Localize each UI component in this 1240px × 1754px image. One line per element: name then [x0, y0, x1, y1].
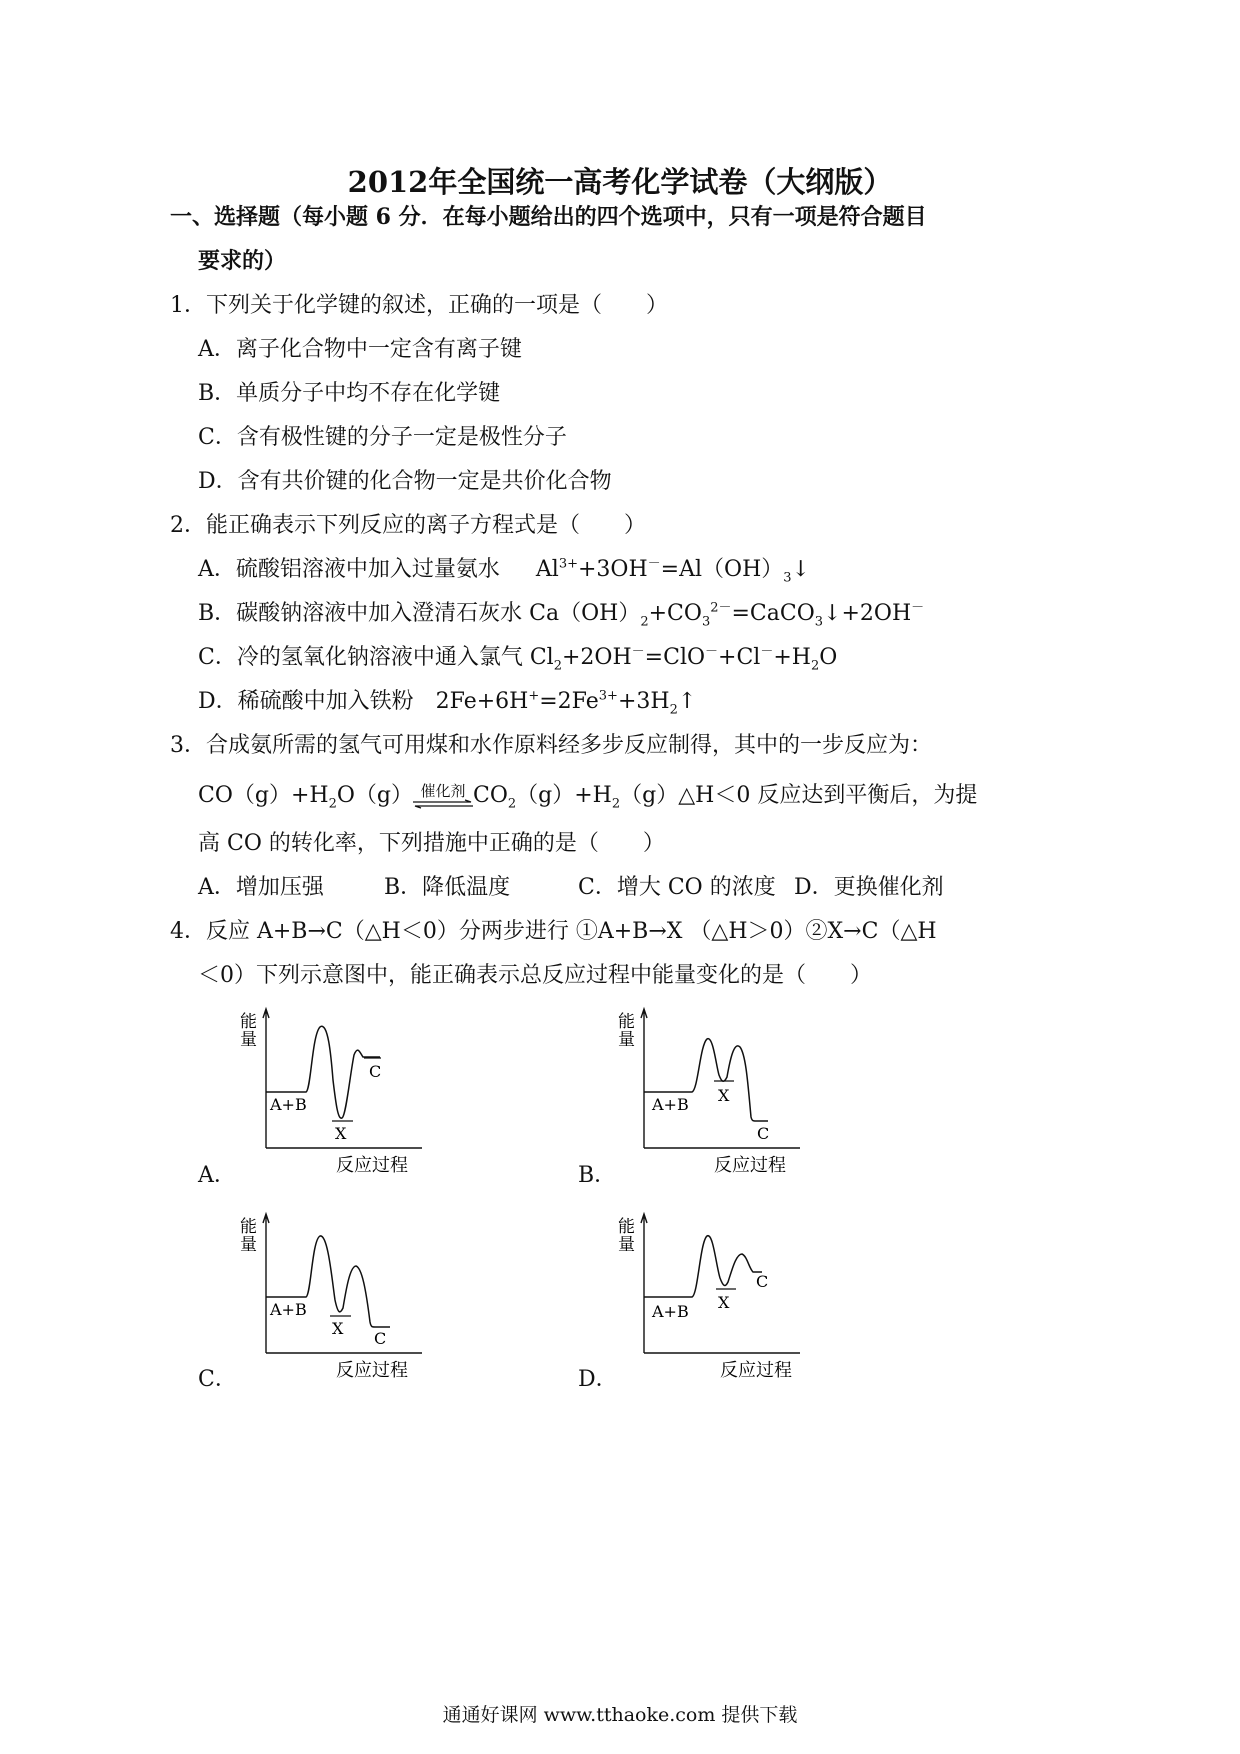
x-label: 反应过程 [720, 1360, 792, 1381]
energy-diagram-c [232, 1210, 492, 1381]
diagram-c-option-label: C． [198, 1367, 237, 1392]
question-3-stem: 3．合成氨所需的氢气可用煤和水作原料经多步反应制得，其中的一步反应为： [170, 733, 932, 758]
footer: 通通好课网 www.tthaoke.com 提供下载 [442, 1704, 798, 1726]
option-b-equation: $Ca(OH)_2+CO_3^{2-}=CaCO_3↓+2OH^-$ [529, 600, 925, 630]
start-label: A+B [270, 1095, 307, 1114]
end-label: C [369, 1062, 382, 1081]
y-label-char-2: 量 [618, 1030, 635, 1050]
catalyst-label: 催化剂 [420, 782, 466, 800]
y-label-char-2: 量 [240, 1030, 257, 1050]
option-d-equation: $2Fe+6H^+=2Fe^{3+}+3H_2↑$ [435, 688, 697, 718]
start-label: A+B [270, 1300, 307, 1319]
question-1-stem: 1．下列关于化学键的叙述，正确的一项是（ ） [170, 293, 668, 318]
end-label: C [757, 1124, 770, 1143]
question-3-option-c: C．增大 CO 的浓度 [578, 875, 776, 900]
question-3-equation: $CO(g)+H_2O(g)$ 催化剂 $CO_2(g)+H_2(g)\triangle H<0$ 反应达到平衡后，为提 [198, 782, 978, 812]
y-label-char-1: 能 [618, 1217, 635, 1237]
question-2-option-a [198, 552, 810, 585]
y-label-char-1: 能 [618, 1012, 635, 1032]
option-b-text: B．碳酸钠溶液中加入澄清石灰水 [198, 601, 523, 626]
page-title: 2012年全国统一高考化学试卷（大纲版） [347, 165, 893, 199]
mid-label: X [332, 1319, 344, 1338]
option-c-text: C．冷的氢氧化钠溶液中通入氯气 [198, 645, 523, 670]
question-2-option-c [198, 640, 837, 673]
option-a-text: A．硫酸铝溶液中加入过量氨水 [198, 557, 500, 582]
catalyst-arrow [413, 784, 473, 808]
mid-label: X [335, 1124, 347, 1143]
y-label-char-1: 能 [240, 1217, 257, 1237]
question-3-tail: 反应达到平衡后，为提 [757, 783, 978, 808]
question-3-option-a: A．增加压强 [198, 875, 324, 900]
diagram-d-option-label: D． [578, 1367, 618, 1392]
energy-diagram-b [610, 1005, 870, 1176]
x-label: 反应过程 [336, 1155, 408, 1176]
question-2-option-b [198, 596, 924, 629]
question-4-stem-cont: ＜0）下列示意图中，能正确表示总反应过程中能量变化的是（ ） [198, 963, 872, 988]
end-label: C [756, 1272, 769, 1291]
question-1-option-d: D．含有共价键的化合物一定是共价化合物 [198, 469, 612, 494]
mid-label: X [718, 1293, 730, 1312]
question-3-line3: 高 CO 的转化率，下列措施中正确的是（ ） [198, 831, 665, 856]
energy-diagram-d [610, 1210, 870, 1381]
y-label-char-2: 量 [240, 1235, 257, 1255]
question-2-option-d [198, 684, 696, 717]
start-label: A+B [652, 1302, 689, 1321]
x-label: 反应过程 [714, 1155, 786, 1176]
energy-diagram-a [232, 1005, 492, 1176]
start-label: A+B [652, 1095, 689, 1114]
question-4-stem: 4．反应 A+B→C（△H＜0）分两步进行 ①A+B→X （△H＞0）②X→C（△H [170, 919, 937, 944]
section-heading-cont: 要求的） [198, 248, 287, 274]
y-label-char-1: 能 [240, 1012, 257, 1032]
question-3-option-d: D．更换催化剂 [794, 875, 944, 900]
question-1-option-a: A．离子化合物中一定含有离子键 [198, 337, 522, 362]
question-1-option-b: B．单质分子中均不存在化学键 [198, 381, 501, 406]
end-label: C [374, 1329, 387, 1348]
y-label-char-2: 量 [618, 1235, 635, 1255]
question-3-option-b: B．降低温度 [384, 875, 511, 900]
option-c-equation: $Cl_2+2OH^-=ClO^-+Cl^-+H_2O$ [529, 644, 838, 674]
diagram-a-option-label: A． [198, 1163, 236, 1188]
x-label: 反应过程 [336, 1360, 408, 1381]
option-d-text: D．稀硫酸中加入铁粉 [198, 689, 414, 714]
mid-label: X [718, 1086, 730, 1105]
section-heading: 一、选择题（每小题 6 分．在每小题给出的四个选项中，只有一项是符合题目 [170, 204, 927, 230]
question-2-stem: 2．能正确表示下列反应的离子方程式是（ ） [170, 513, 646, 538]
question-1-option-c: C．含有极性键的分子一定是极性分子 [198, 425, 567, 450]
diagram-b-option-label: B． [578, 1163, 617, 1188]
option-a-equation: $Al^{3+}+3OH^-=Al(OH)_3↓$ [535, 556, 810, 586]
